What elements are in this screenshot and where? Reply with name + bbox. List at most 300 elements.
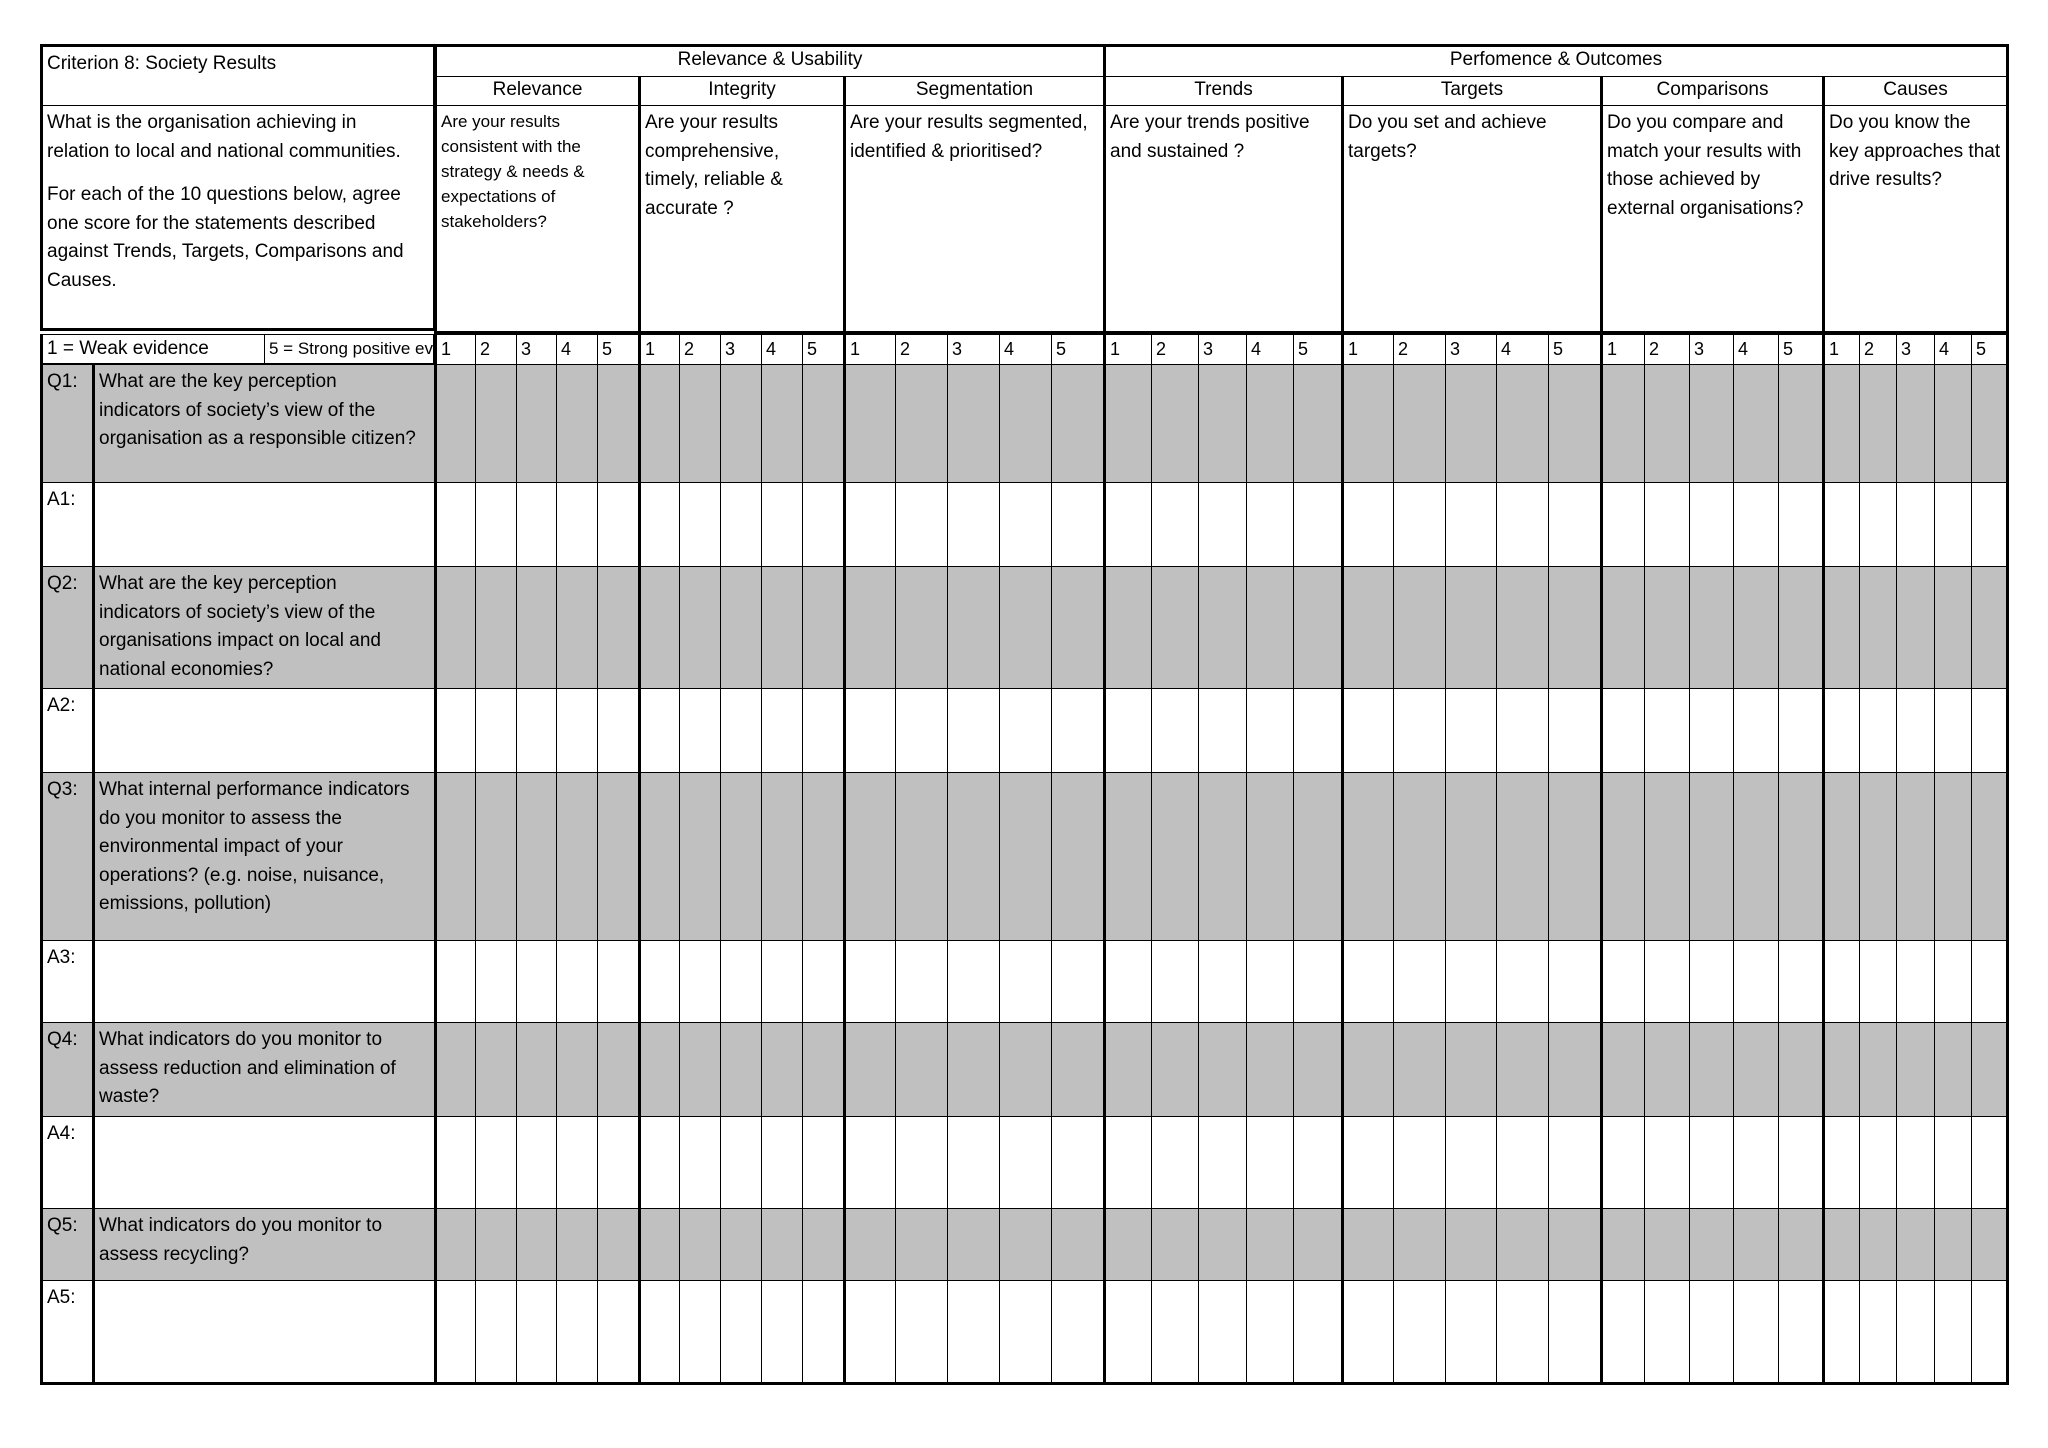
score-cell[interactable] <box>720 1022 762 1117</box>
score-cell[interactable] <box>1103 688 1152 773</box>
score-cell[interactable] <box>475 688 517 773</box>
score-cell[interactable] <box>516 482 557 567</box>
score-cell[interactable] <box>1600 1208 1645 1281</box>
score-cell[interactable] <box>1496 1280 1549 1385</box>
score-cell[interactable] <box>556 566 598 689</box>
answer-text-field[interactable] <box>92 482 435 567</box>
score-cell[interactable] <box>597 940 639 1023</box>
score-cell[interactable] <box>802 1022 844 1117</box>
score-cell[interactable] <box>475 772 517 941</box>
score-cell[interactable] <box>999 566 1052 689</box>
score-cell[interactable] <box>1778 688 1823 773</box>
score-cell[interactable] <box>802 364 844 483</box>
score-cell[interactable] <box>1822 1116 1860 1209</box>
score-cell[interactable] <box>761 1116 803 1209</box>
score-cell[interactable] <box>1393 688 1446 773</box>
score-cell[interactable] <box>1859 772 1897 941</box>
score-cell[interactable] <box>556 772 598 941</box>
score-cell[interactable] <box>843 1022 896 1117</box>
score-cell[interactable] <box>1496 1116 1549 1209</box>
score-cell[interactable] <box>947 772 1000 941</box>
score-cell[interactable] <box>1689 566 1734 689</box>
score-cell[interactable] <box>1445 1022 1497 1117</box>
score-cell[interactable] <box>947 482 1000 567</box>
score-cell[interactable] <box>1051 1280 1104 1385</box>
score-cell[interactable] <box>1644 1116 1690 1209</box>
score-cell[interactable] <box>1644 772 1690 941</box>
score-cell[interactable] <box>1548 940 1601 1023</box>
score-cell[interactable] <box>1341 1116 1394 1209</box>
score-cell[interactable] <box>999 772 1052 941</box>
score-cell[interactable] <box>434 688 476 773</box>
score-cell[interactable] <box>1496 1022 1549 1117</box>
score-cell[interactable] <box>1971 566 2009 689</box>
score-cell[interactable] <box>1496 482 1549 567</box>
score-cell[interactable] <box>1934 772 1972 941</box>
score-cell[interactable] <box>1644 688 1690 773</box>
score-cell[interactable] <box>1103 1022 1152 1117</box>
score-cell[interactable] <box>895 1022 948 1117</box>
score-cell[interactable] <box>679 940 721 1023</box>
score-cell[interactable] <box>638 566 680 689</box>
score-cell[interactable] <box>895 940 948 1023</box>
score-cell[interactable] <box>1778 364 1823 483</box>
score-cell[interactable] <box>895 1208 948 1281</box>
score-cell[interactable] <box>1393 482 1446 567</box>
score-cell[interactable] <box>999 1116 1052 1209</box>
score-cell[interactable] <box>1445 1208 1497 1281</box>
score-cell[interactable] <box>895 482 948 567</box>
score-cell[interactable] <box>1733 772 1779 941</box>
score-cell[interactable] <box>1548 566 1601 689</box>
score-cell[interactable] <box>475 566 517 689</box>
score-cell[interactable] <box>1689 1208 1734 1281</box>
score-cell[interactable] <box>1934 482 1972 567</box>
score-cell[interactable] <box>1293 364 1342 483</box>
score-cell[interactable] <box>516 1116 557 1209</box>
score-cell[interactable] <box>1151 364 1199 483</box>
score-cell[interactable] <box>597 688 639 773</box>
score-cell[interactable] <box>1971 1280 2009 1385</box>
score-cell[interactable] <box>720 1208 762 1281</box>
score-cell[interactable] <box>1103 940 1152 1023</box>
score-cell[interactable] <box>1393 1208 1446 1281</box>
score-cell[interactable] <box>1496 1208 1549 1281</box>
score-cell[interactable] <box>1822 482 1860 567</box>
score-cell[interactable] <box>1548 482 1601 567</box>
score-cell[interactable] <box>1934 688 1972 773</box>
score-cell[interactable] <box>638 1208 680 1281</box>
score-cell[interactable] <box>1393 1280 1446 1385</box>
score-cell[interactable] <box>720 364 762 483</box>
score-cell[interactable] <box>999 688 1052 773</box>
score-cell[interactable] <box>1733 1022 1779 1117</box>
score-cell[interactable] <box>516 688 557 773</box>
score-cell[interactable] <box>720 940 762 1023</box>
score-cell[interactable] <box>1600 1280 1645 1385</box>
score-cell[interactable] <box>1971 688 2009 773</box>
score-cell[interactable] <box>1778 482 1823 567</box>
score-cell[interactable] <box>1246 1022 1294 1117</box>
score-cell[interactable] <box>1778 1116 1823 1209</box>
score-cell[interactable] <box>1934 940 1972 1023</box>
score-cell[interactable] <box>843 1116 896 1209</box>
score-cell[interactable] <box>556 940 598 1023</box>
score-cell[interactable] <box>1151 566 1199 689</box>
score-cell[interactable] <box>638 688 680 773</box>
score-cell[interactable] <box>761 940 803 1023</box>
score-cell[interactable] <box>1896 772 1935 941</box>
score-cell[interactable] <box>434 364 476 483</box>
score-cell[interactable] <box>720 772 762 941</box>
score-cell[interactable] <box>1151 772 1199 941</box>
score-cell[interactable] <box>999 1022 1052 1117</box>
score-cell[interactable] <box>802 566 844 689</box>
score-cell[interactable] <box>1971 364 2009 483</box>
score-cell[interactable] <box>843 1280 896 1385</box>
score-cell[interactable] <box>597 566 639 689</box>
score-cell[interactable] <box>761 688 803 773</box>
score-cell[interactable] <box>1198 364 1247 483</box>
score-cell[interactable] <box>1896 688 1935 773</box>
score-cell[interactable] <box>1644 566 1690 689</box>
score-cell[interactable] <box>516 1280 557 1385</box>
score-cell[interactable] <box>1198 940 1247 1023</box>
score-cell[interactable] <box>1198 566 1247 689</box>
score-cell[interactable] <box>761 364 803 483</box>
score-cell[interactable] <box>895 1280 948 1385</box>
score-cell[interactable] <box>1393 772 1446 941</box>
score-cell[interactable] <box>597 1116 639 1209</box>
score-cell[interactable] <box>1733 364 1779 483</box>
score-cell[interactable] <box>947 566 1000 689</box>
score-cell[interactable] <box>1293 772 1342 941</box>
score-cell[interactable] <box>895 1116 948 1209</box>
score-cell[interactable] <box>1644 1208 1690 1281</box>
score-cell[interactable] <box>1859 1116 1897 1209</box>
score-cell[interactable] <box>1896 1022 1935 1117</box>
score-cell[interactable] <box>1246 688 1294 773</box>
score-cell[interactable] <box>1822 1208 1860 1281</box>
score-cell[interactable] <box>1246 1116 1294 1209</box>
score-cell[interactable] <box>1393 940 1446 1023</box>
score-cell[interactable] <box>802 1280 844 1385</box>
score-cell[interactable] <box>1548 772 1601 941</box>
score-cell[interactable] <box>1971 940 2009 1023</box>
score-cell[interactable] <box>895 688 948 773</box>
score-cell[interactable] <box>434 1208 476 1281</box>
score-cell[interactable] <box>597 1208 639 1281</box>
score-cell[interactable] <box>1600 1022 1645 1117</box>
score-cell[interactable] <box>638 482 680 567</box>
score-cell[interactable] <box>761 772 803 941</box>
score-cell[interactable] <box>1548 1116 1601 1209</box>
score-cell[interactable] <box>1445 688 1497 773</box>
score-cell[interactable] <box>1733 1116 1779 1209</box>
score-cell[interactable] <box>1496 566 1549 689</box>
score-cell[interactable] <box>1341 688 1394 773</box>
score-cell[interactable] <box>638 364 680 483</box>
score-cell[interactable] <box>1644 364 1690 483</box>
score-cell[interactable] <box>516 1022 557 1117</box>
score-cell[interactable] <box>1051 364 1104 483</box>
score-cell[interactable] <box>1445 482 1497 567</box>
score-cell[interactable] <box>1778 566 1823 689</box>
score-cell[interactable] <box>556 1208 598 1281</box>
score-cell[interactable] <box>1103 566 1152 689</box>
score-cell[interactable] <box>1896 566 1935 689</box>
score-cell[interactable] <box>475 482 517 567</box>
score-cell[interactable] <box>999 364 1052 483</box>
score-cell[interactable] <box>597 772 639 941</box>
score-cell[interactable] <box>1896 1116 1935 1209</box>
score-cell[interactable] <box>1600 364 1645 483</box>
score-cell[interactable] <box>556 482 598 567</box>
score-cell[interactable] <box>1293 688 1342 773</box>
score-cell[interactable] <box>1600 566 1645 689</box>
score-cell[interactable] <box>556 1116 598 1209</box>
score-cell[interactable] <box>1103 1280 1152 1385</box>
score-cell[interactable] <box>843 1208 896 1281</box>
score-cell[interactable] <box>1246 482 1294 567</box>
score-cell[interactable] <box>999 1208 1052 1281</box>
score-cell[interactable] <box>1151 1280 1199 1385</box>
score-cell[interactable] <box>679 364 721 483</box>
score-cell[interactable] <box>843 940 896 1023</box>
score-cell[interactable] <box>1341 566 1394 689</box>
score-cell[interactable] <box>999 940 1052 1023</box>
score-cell[interactable] <box>1859 566 1897 689</box>
score-cell[interactable] <box>638 1022 680 1117</box>
score-cell[interactable] <box>1859 482 1897 567</box>
score-cell[interactable] <box>1246 364 1294 483</box>
score-cell[interactable] <box>1896 364 1935 483</box>
score-cell[interactable] <box>1896 482 1935 567</box>
score-cell[interactable] <box>679 1116 721 1209</box>
score-cell[interactable] <box>516 566 557 689</box>
score-cell[interactable] <box>679 566 721 689</box>
answer-text-field[interactable] <box>92 1280 435 1385</box>
score-cell[interactable] <box>761 1022 803 1117</box>
score-cell[interactable] <box>556 688 598 773</box>
score-cell[interactable] <box>1600 940 1645 1023</box>
score-cell[interactable] <box>999 1280 1052 1385</box>
score-cell[interactable] <box>1293 1280 1342 1385</box>
score-cell[interactable] <box>895 772 948 941</box>
score-cell[interactable] <box>1445 364 1497 483</box>
score-cell[interactable] <box>1051 482 1104 567</box>
score-cell[interactable] <box>1198 688 1247 773</box>
score-cell[interactable] <box>1198 482 1247 567</box>
score-cell[interactable] <box>1934 1116 1972 1209</box>
score-cell[interactable] <box>720 1280 762 1385</box>
score-cell[interactable] <box>1896 940 1935 1023</box>
score-cell[interactable] <box>1151 482 1199 567</box>
score-cell[interactable] <box>947 1022 1000 1117</box>
score-cell[interactable] <box>1051 688 1104 773</box>
score-cell[interactable] <box>1445 772 1497 941</box>
score-cell[interactable] <box>1548 364 1601 483</box>
score-cell[interactable] <box>1198 772 1247 941</box>
score-cell[interactable] <box>516 364 557 483</box>
score-cell[interactable] <box>1151 1208 1199 1281</box>
score-cell[interactable] <box>679 1022 721 1117</box>
score-cell[interactable] <box>597 1022 639 1117</box>
score-cell[interactable] <box>638 1280 680 1385</box>
score-cell[interactable] <box>1341 772 1394 941</box>
score-cell[interactable] <box>434 772 476 941</box>
score-cell[interactable] <box>475 1116 517 1209</box>
score-cell[interactable] <box>556 364 598 483</box>
score-cell[interactable] <box>1733 482 1779 567</box>
score-cell[interactable] <box>1341 364 1394 483</box>
score-cell[interactable] <box>1733 1280 1779 1385</box>
score-cell[interactable] <box>1198 1022 1247 1117</box>
score-cell[interactable] <box>1293 1116 1342 1209</box>
score-cell[interactable] <box>516 1208 557 1281</box>
score-cell[interactable] <box>1778 1022 1823 1117</box>
score-cell[interactable] <box>761 566 803 689</box>
score-cell[interactable] <box>1822 364 1860 483</box>
score-cell[interactable] <box>1822 566 1860 689</box>
score-cell[interactable] <box>516 772 557 941</box>
score-cell[interactable] <box>1445 1116 1497 1209</box>
score-cell[interactable] <box>947 1208 1000 1281</box>
score-cell[interactable] <box>1934 1022 1972 1117</box>
score-cell[interactable] <box>1600 482 1645 567</box>
score-cell[interactable] <box>1246 1280 1294 1385</box>
score-cell[interactable] <box>434 1022 476 1117</box>
score-cell[interactable] <box>1859 1208 1897 1281</box>
score-cell[interactable] <box>1445 1280 1497 1385</box>
score-cell[interactable] <box>1971 482 2009 567</box>
score-cell[interactable] <box>802 772 844 941</box>
score-cell[interactable] <box>1778 1208 1823 1281</box>
score-cell[interactable] <box>1896 1280 1935 1385</box>
score-cell[interactable] <box>947 1116 1000 1209</box>
score-cell[interactable] <box>1733 1208 1779 1281</box>
score-cell[interactable] <box>1548 1208 1601 1281</box>
score-cell[interactable] <box>434 566 476 689</box>
score-cell[interactable] <box>1822 772 1860 941</box>
score-cell[interactable] <box>1689 688 1734 773</box>
score-cell[interactable] <box>1103 772 1152 941</box>
score-cell[interactable] <box>1151 940 1199 1023</box>
score-cell[interactable] <box>947 940 1000 1023</box>
score-cell[interactable] <box>1293 566 1342 689</box>
score-cell[interactable] <box>1393 364 1446 483</box>
score-cell[interactable] <box>1103 1116 1152 1209</box>
score-cell[interactable] <box>1600 1116 1645 1209</box>
score-cell[interactable] <box>475 364 517 483</box>
score-cell[interactable] <box>679 482 721 567</box>
score-cell[interactable] <box>1393 1022 1446 1117</box>
score-cell[interactable] <box>1822 1022 1860 1117</box>
score-cell[interactable] <box>1393 566 1446 689</box>
score-cell[interactable] <box>1689 940 1734 1023</box>
score-cell[interactable] <box>720 688 762 773</box>
answer-text-field[interactable] <box>92 940 435 1023</box>
score-cell[interactable] <box>1293 1022 1342 1117</box>
score-cell[interactable] <box>1548 1022 1601 1117</box>
score-cell[interactable] <box>1822 940 1860 1023</box>
score-cell[interactable] <box>1859 364 1897 483</box>
score-cell[interactable] <box>1246 1208 1294 1281</box>
score-cell[interactable] <box>679 688 721 773</box>
score-cell[interactable] <box>1733 688 1779 773</box>
score-cell[interactable] <box>1934 1280 1972 1385</box>
score-cell[interactable] <box>1822 1280 1860 1385</box>
score-cell[interactable] <box>843 364 896 483</box>
score-cell[interactable] <box>1934 364 1972 483</box>
score-cell[interactable] <box>1733 566 1779 689</box>
score-cell[interactable] <box>999 482 1052 567</box>
score-cell[interactable] <box>1341 1022 1394 1117</box>
score-cell[interactable] <box>1896 1208 1935 1281</box>
score-cell[interactable] <box>1600 688 1645 773</box>
score-cell[interactable] <box>516 940 557 1023</box>
score-cell[interactable] <box>720 482 762 567</box>
score-cell[interactable] <box>1689 1280 1734 1385</box>
score-cell[interactable] <box>843 482 896 567</box>
score-cell[interactable] <box>1293 940 1342 1023</box>
score-cell[interactable] <box>802 482 844 567</box>
score-cell[interactable] <box>947 1280 1000 1385</box>
score-cell[interactable] <box>1859 1280 1897 1385</box>
score-cell[interactable] <box>1496 940 1549 1023</box>
score-cell[interactable] <box>1051 566 1104 689</box>
score-cell[interactable] <box>1689 772 1734 941</box>
score-cell[interactable] <box>1246 772 1294 941</box>
score-cell[interactable] <box>638 940 680 1023</box>
score-cell[interactable] <box>1496 772 1549 941</box>
score-cell[interactable] <box>556 1022 598 1117</box>
score-cell[interactable] <box>1051 1208 1104 1281</box>
score-cell[interactable] <box>1103 1208 1152 1281</box>
score-cell[interactable] <box>1971 1116 2009 1209</box>
score-cell[interactable] <box>843 772 896 941</box>
score-cell[interactable] <box>1644 940 1690 1023</box>
score-cell[interactable] <box>434 482 476 567</box>
score-cell[interactable] <box>1246 566 1294 689</box>
score-cell[interactable] <box>1341 482 1394 567</box>
score-cell[interactable] <box>1151 1022 1199 1117</box>
score-cell[interactable] <box>1051 1116 1104 1209</box>
score-cell[interactable] <box>1859 940 1897 1023</box>
score-cell[interactable] <box>1934 1208 1972 1281</box>
score-cell[interactable] <box>1644 1022 1690 1117</box>
score-cell[interactable] <box>1341 1208 1394 1281</box>
answer-text-field[interactable] <box>92 688 435 773</box>
score-cell[interactable] <box>1293 1208 1342 1281</box>
score-cell[interactable] <box>1971 772 2009 941</box>
score-cell[interactable] <box>434 1116 476 1209</box>
score-cell[interactable] <box>1548 688 1601 773</box>
score-cell[interactable] <box>895 566 948 689</box>
score-cell[interactable] <box>1733 940 1779 1023</box>
score-cell[interactable] <box>1103 364 1152 483</box>
score-cell[interactable] <box>1644 1280 1690 1385</box>
score-cell[interactable] <box>843 688 896 773</box>
score-cell[interactable] <box>1496 364 1549 483</box>
score-cell[interactable] <box>1822 688 1860 773</box>
score-cell[interactable] <box>1689 364 1734 483</box>
score-cell[interactable] <box>761 1208 803 1281</box>
score-cell[interactable] <box>1971 1022 2009 1117</box>
score-cell[interactable] <box>1689 482 1734 567</box>
score-cell[interactable] <box>1293 482 1342 567</box>
score-cell[interactable] <box>895 364 948 483</box>
